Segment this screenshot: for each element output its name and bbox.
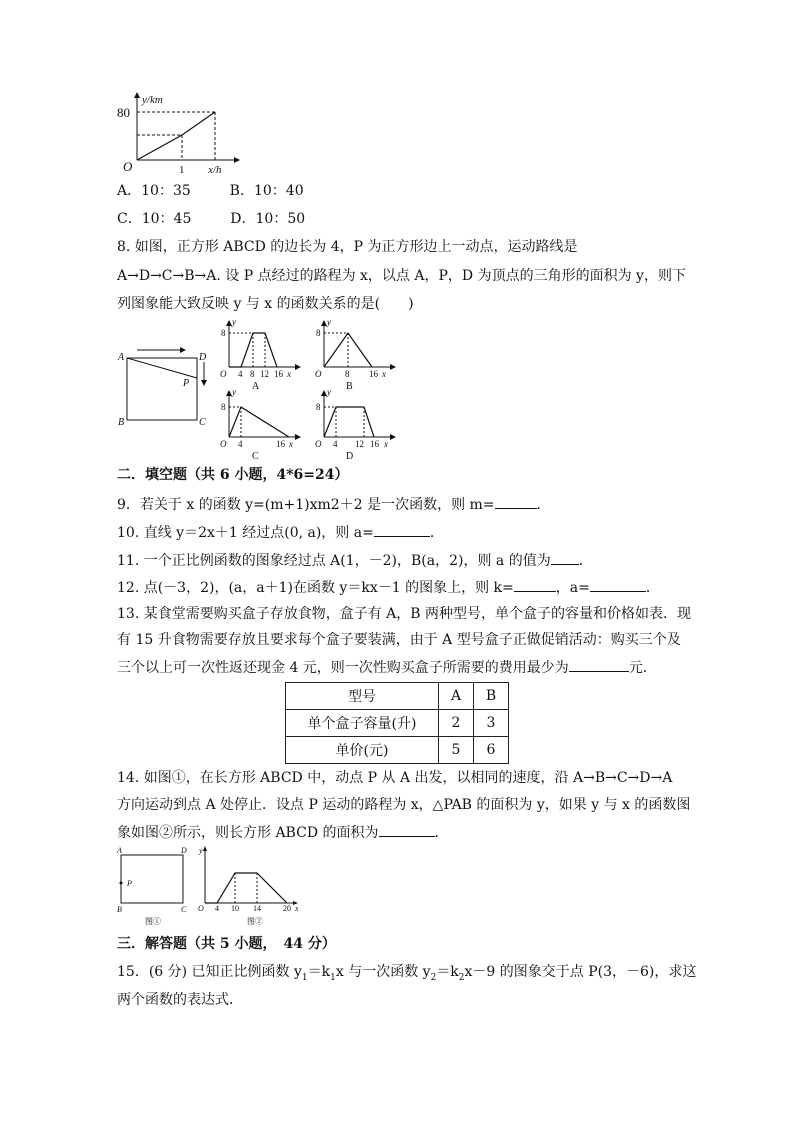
q14-line-3: [117, 822, 439, 843]
fig2-xtick-10: 10: [231, 904, 239, 913]
graph-c-origin: O: [220, 439, 227, 449]
graph-b-ytick: 8: [316, 328, 321, 338]
q13-line-3-text: 三个以上可一次性返还现金 4 元，则一次性购买盒子所需要的费用最少为: [117, 660, 569, 676]
graph-a-xtick-8: 8: [250, 369, 255, 379]
q8-line-1: 8. 如图，正方形 ABCD 的边长为 4，P 为正方形边上一动点，运动路线是: [117, 239, 578, 255]
graph-b-x: x: [382, 369, 386, 379]
table-cell: 型号: [286, 683, 439, 710]
label-b: B: [118, 417, 125, 428]
graph-b-caption: B: [346, 381, 353, 390]
label-d: D: [199, 352, 207, 363]
q12-k-blank[interactable]: [514, 577, 556, 592]
label-p: P: [183, 378, 190, 389]
box-spec-table: [285, 682, 509, 764]
table-cell: A: [439, 683, 474, 710]
section-3-title: 三．解答题（共 5 小题， 44 分）: [117, 936, 336, 952]
q14-line-2: 方向运动到点 A 处停止．设点 P 运动的路程为 x，△PAB 的面积为 y，如果 y 与 x 的函数图: [117, 797, 691, 813]
fig2-y: y: [199, 846, 203, 855]
graph-c-caption: C: [252, 451, 259, 462]
table-cell: 5: [439, 737, 474, 764]
q10-text: 10. 直线 y＝2x＋1 经过点(0, a)，则 a=: [117, 525, 374, 541]
q14-line-1: 14. 如图①，在长方形 ABCD 中，动点 P 从 A 出发，以相同的速度，沿 A→B→C→D→A: [117, 770, 673, 786]
graph-c-y: y: [232, 390, 236, 397]
q10-end: ．: [429, 525, 444, 541]
q8-line-2: A→D→C→B→A. 设 P 点经过的路程为 x，以点 A，P，D 为顶点的三角形的面积为 y，则下: [117, 268, 686, 284]
q14-answer-blank[interactable]: [379, 822, 435, 837]
q8-graph-a: [215, 320, 315, 390]
rect-label-b: B: [117, 905, 122, 914]
fig2-origin: O: [198, 904, 204, 913]
fig2-x: x: [295, 904, 299, 913]
q11-end: ．: [578, 553, 593, 569]
table-cell: 单个盒子容量(升): [286, 710, 439, 737]
rect-label-d: D: [181, 846, 187, 855]
graph-d-ytick: 8: [316, 402, 321, 412]
fig-2-caption: 图②: [247, 917, 263, 926]
q15-sub: 1: [301, 972, 308, 983]
q14-rectangle-figure: [115, 845, 195, 927]
q8-graph-b: [310, 320, 410, 390]
graph-c-ytick: 8: [221, 402, 226, 412]
graph-b-xtick-16: 16: [369, 369, 378, 379]
q11-answer-blank[interactable]: [551, 550, 579, 565]
q15-line-1: [117, 962, 696, 988]
option-d-text: 10：50: [255, 211, 306, 227]
table-cell: B: [474, 683, 509, 710]
q12-mid: ，a=: [555, 580, 590, 596]
q8-square-figure: [115, 340, 215, 430]
q7-options-row-2: C．10：45 D．10：50: [117, 211, 306, 227]
option-b-text: 10：40: [253, 183, 304, 199]
q12-end: ．: [645, 580, 660, 596]
graph-a-xtick-4: 4: [238, 369, 243, 379]
graph-d-xtick-16: 16: [370, 439, 379, 449]
table-row: [286, 710, 509, 737]
table-cell: 单价(元): [286, 737, 439, 764]
distance-time-figure: [112, 90, 242, 180]
rect-label-a: A: [117, 846, 122, 855]
origin-label: O: [123, 159, 133, 174]
q15-text-4: ＝k: [436, 964, 459, 980]
label-c: C: [199, 417, 206, 428]
q11-text: 11. 一个正比例函数的图象经过点 A(1，－2)，B(a，2)，则 a 的值为: [117, 553, 551, 569]
fig2-xtick-14: 14: [253, 904, 261, 913]
graph-a-x: x: [287, 369, 291, 379]
q9-answer-blank[interactable]: [495, 494, 537, 509]
fig2-xtick-4: 4: [215, 904, 219, 913]
q12: [117, 577, 660, 598]
q15-text-5: x－9 的图象交于点 P(3，－6)，求这: [464, 964, 697, 980]
q10: [117, 522, 444, 543]
q15-sub: 2: [458, 972, 465, 983]
q11: [117, 550, 593, 571]
option-d-letter: D: [230, 211, 242, 227]
q14-line-3-end: .: [434, 825, 439, 841]
q15-text-1: 15．(6 分) 已知正比例函数 y: [117, 964, 302, 980]
q12-text: 12. 点(－3，2)，(a，a＋1)在函数 y＝kx－1 的图象上，则 k=: [117, 580, 514, 596]
q15-text-3: x 与一次函数 y: [335, 964, 431, 980]
q13-line-3-end: 元．: [628, 660, 657, 676]
table-cell: 2: [439, 710, 474, 737]
table-cell: 3: [474, 710, 509, 737]
q9: [117, 494, 551, 515]
x-tick-1: 1: [179, 164, 185, 176]
graph-a-xtick-16: 16: [274, 369, 283, 379]
q15-line-2: 两个函数的表达式．: [117, 992, 243, 1008]
graph-b-y: y: [327, 320, 331, 327]
graph-d-y: y: [327, 390, 331, 397]
graph-a-origin: O: [220, 369, 227, 379]
option-a-text: 10：35: [141, 183, 191, 199]
q15-sub: 1: [330, 972, 336, 983]
table-row: [286, 683, 509, 710]
graph-a-y: y: [232, 320, 236, 327]
q7-options-row-1: A．10：35 B．10：40: [117, 183, 304, 199]
q13-answer-blank[interactable]: [569, 657, 629, 672]
q9-end: ．: [536, 497, 551, 513]
table-cell: 6: [474, 737, 509, 764]
q13-line-1: 13. 某食堂需要购买盒子存放食物，盒子有 A，B 两种型号，单个盒子的容量和价格如表．现: [117, 606, 692, 622]
graph-d-x: x: [384, 439, 388, 449]
graph-a-xtick-12: 12: [260, 369, 269, 379]
graph-d-xtick-12: 12: [355, 439, 364, 449]
graph-d-origin: O: [315, 439, 322, 449]
q13-line-2: 有 15 升食物需要存放且要求每个盒子要装满，由于 A 型号盒子正做促销活动：购买三个及: [117, 632, 681, 648]
section-2-title: 二．填空题（共 6 小题，4*6=24）: [117, 467, 349, 483]
rect-label-p: P: [127, 879, 132, 888]
fig2-xtick-20: 20: [283, 904, 291, 913]
graph-c-xtick-4: 4: [238, 439, 243, 449]
q10-answer-blank[interactable]: [374, 522, 430, 537]
graph-d-caption: D: [346, 451, 354, 462]
q14-graph-figure: [195, 845, 305, 927]
y-axis-label: y/km: [142, 94, 163, 106]
x-axis-label: x/h: [208, 164, 222, 176]
option-c-text: 10：45: [141, 211, 192, 227]
option-c-letter: C: [117, 211, 128, 227]
table-row: [286, 737, 509, 764]
graph-b-origin: O: [315, 369, 322, 379]
rect-label-c: C: [181, 905, 187, 914]
label-a: A: [118, 352, 125, 363]
q15-text-2: ＝k: [307, 964, 331, 980]
q8-graph-c: [215, 390, 315, 462]
option-b-letter: B: [229, 183, 240, 199]
q8-graph-d: [310, 390, 410, 462]
graph-c-xtick-16: 16: [276, 439, 285, 449]
graph-c-x: x: [289, 439, 293, 449]
option-a-letter: A: [117, 183, 128, 199]
q14-line-3-text: 象如图②所示，则长方形 ABCD 的面积为: [117, 825, 379, 841]
graph-b-xtick-8: 8: [345, 369, 350, 379]
q13-line-3: [117, 657, 657, 678]
graph-a-ytick: 8: [221, 328, 226, 338]
q9-text: 9．若关于 x 的函数 y=(m+1)xm2＋2 是一次函数，则 m=: [117, 497, 495, 513]
y-tick-80: 80: [117, 105, 130, 120]
graph-d-xtick-4: 4: [333, 439, 338, 449]
fig-1-caption: 图①: [145, 917, 161, 926]
graph-a-caption: A: [252, 381, 260, 390]
q8-line-3: 列图象能大致反映 y 与 x 的函数关系的是( ): [117, 296, 414, 312]
q15-sub: 2: [430, 972, 437, 983]
q12-a-blank[interactable]: [590, 577, 646, 592]
